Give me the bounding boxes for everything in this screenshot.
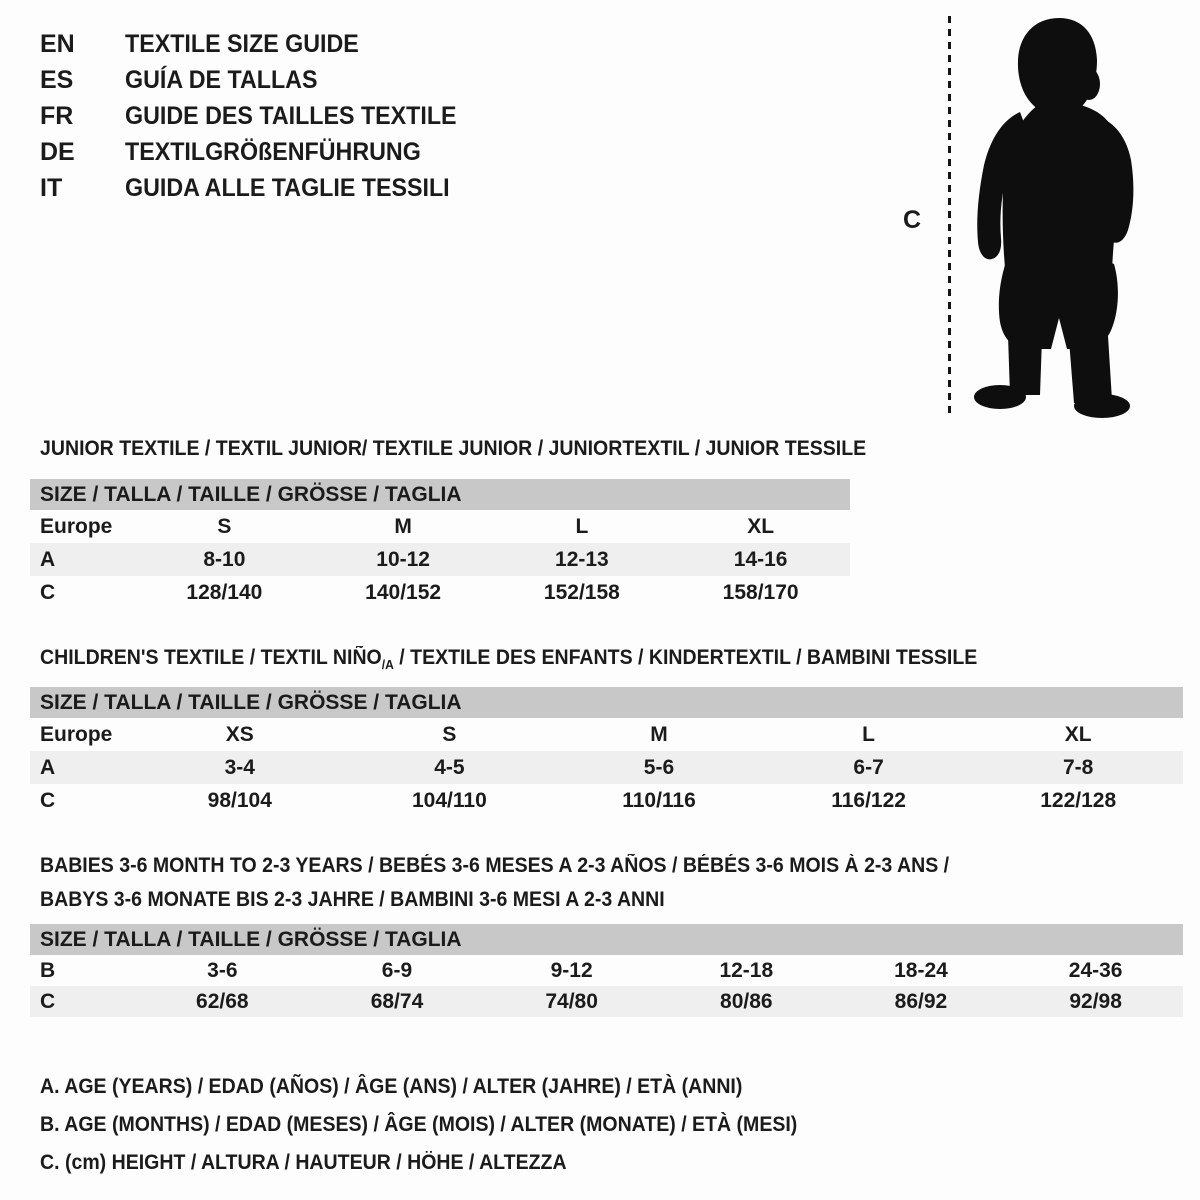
size-cell: 9-12 — [550, 958, 593, 982]
size-cell: L — [862, 722, 875, 746]
size-cell: 86/92 — [834, 986, 1009, 1017]
size-cell: M — [650, 722, 668, 746]
lang-row-it — [40, 170, 481, 206]
title-segment: CHILDREN'S TEXTILE / TEXTIL NIÑO — [40, 646, 382, 669]
size-cell: 6-9 — [381, 958, 413, 982]
title-segment: JUNIOR TEXTILE / TEXTIL JUNIOR/ TEXTILE JUNIOR / JUNIORTEXTIL / JUNIOR TESSILE — [40, 437, 867, 460]
table-row — [30, 751, 1183, 784]
lang-title: TEXTILGRÖßENFÜHRUNG — [124, 138, 421, 166]
lang-title: GUIDA ALLE TAGLIE TESSILI — [124, 174, 450, 202]
size-cell: 18-24 — [894, 958, 948, 982]
size-cell: 12-18 — [719, 958, 774, 982]
size-cell: 158/170 — [722, 580, 799, 604]
size-cell: 128/140 — [186, 580, 263, 604]
section-title-line — [40, 883, 1018, 917]
babies-size-table — [30, 924, 1183, 1017]
size-cell: 12-13 — [493, 543, 672, 576]
section-title — [40, 641, 1048, 682]
size-cell: 14-16 — [671, 543, 850, 576]
table-header-bar: SIZE / TALLA / TAILLE / GRÖSSE / TAGLIA — [30, 924, 1183, 955]
row-label: C — [40, 580, 56, 604]
size-cell: 3-4 — [135, 751, 345, 784]
section-title — [40, 432, 928, 466]
size-cell: 116/122 — [831, 788, 906, 812]
size-cell: 62/68 — [135, 986, 310, 1017]
table-row — [30, 510, 850, 543]
size-cell: S — [217, 514, 232, 538]
section-title-line — [40, 641, 1048, 682]
size-cell: 122/128 — [1040, 788, 1117, 812]
legend-line-b: B. AGE (MONTHS) / EDAD (MESES) / ÂGE (MOIS) / ALTER (MONATE) / ETÀ (MESI) — [40, 1113, 798, 1136]
table-header-bar: SIZE / TALLA / TAILLE / GRÖSSE / TAGLIA — [30, 687, 1183, 718]
section-title-line — [40, 849, 1018, 883]
table-row — [30, 576, 850, 609]
size-cell: L — [575, 514, 589, 538]
lang-code: IT — [40, 174, 63, 202]
table-header-bar: SIZE / TALLA / TAILLE / GRÖSSE / TAGLIA — [30, 479, 850, 510]
size-cell: XL — [747, 514, 775, 538]
table-row — [30, 986, 1183, 1017]
size-cell: 8-10 — [135, 543, 314, 576]
lang-code: FR — [40, 102, 74, 130]
childrens-size-table — [30, 687, 1183, 817]
size-cell: 80/86 — [659, 986, 834, 1017]
size-cell: 110/116 — [622, 788, 696, 812]
size-cell: M — [394, 514, 412, 538]
lang-row-es — [40, 62, 481, 98]
toddler-silhouette-icon — [962, 10, 1147, 418]
row-label: Europe — [40, 514, 113, 538]
table-row — [30, 543, 850, 576]
height-measure-label: C — [903, 206, 922, 234]
table-row — [30, 955, 1183, 986]
lang-title: GUÍA DE TALLAS — [124, 66, 318, 94]
legend-line-a: A. AGE (YEARS) / EDAD (AÑOS) / ÂGE (ANS) / ALTER (JAHRE) / ETÀ (ANNI) — [40, 1075, 743, 1098]
size-cell: 10-12 — [314, 543, 493, 576]
table-row — [30, 784, 1183, 817]
lang-title: TEXTILE SIZE GUIDE — [124, 30, 359, 58]
junior-size-table — [30, 479, 850, 609]
section-title — [40, 849, 1018, 917]
legend-line-c: C. (cm) HEIGHT / ALTURA / HAUTEUR / HÖHE / ALTEZZA — [40, 1151, 567, 1174]
size-cell: 104/110 — [412, 788, 487, 812]
size-cell: 4-5 — [345, 751, 555, 784]
row-label: Europe — [40, 722, 113, 746]
size-cell: S — [442, 722, 457, 746]
lang-code: EN — [40, 30, 75, 58]
lang-row-fr — [40, 98, 481, 134]
size-cell: 24-36 — [1068, 958, 1123, 982]
language-header — [40, 26, 481, 206]
title-segment: BABYS 3-6 MONATE BIS 2-3 JAHRE / BAMBINI 3-6 MESI A 2-3 ANNI — [40, 888, 665, 911]
lang-code: DE — [40, 138, 75, 166]
size-cell: 140/152 — [365, 580, 442, 604]
row-label: A — [30, 751, 135, 784]
size-cell: 3-6 — [207, 958, 238, 982]
row-label: C — [40, 788, 56, 812]
size-cell: 68/74 — [310, 986, 485, 1017]
row-label: B — [40, 958, 56, 982]
table-row — [30, 718, 1183, 751]
size-cell: 74/80 — [484, 986, 659, 1017]
size-cell: 98/104 — [207, 788, 272, 812]
height-measure-dashed-line — [948, 16, 951, 414]
size-cell: 92/98 — [1008, 986, 1183, 1017]
legend — [40, 1068, 854, 1182]
size-cell: XS — [225, 722, 254, 746]
size-cell: XL — [1064, 722, 1092, 746]
title-segment: / TEXTILE DES ENFANTS / KINDERTEXTIL / BAMBINI TESSILE — [393, 646, 978, 669]
title-segment: /A — [381, 657, 394, 673]
size-cell: 7-8 — [973, 751, 1183, 784]
size-cell: 5-6 — [554, 751, 764, 784]
lang-title: GUIDE DES TAILLES TEXTILE — [124, 102, 457, 130]
section-title-line — [40, 432, 928, 466]
title-segment: BABIES 3-6 MONTH TO 2-3 YEARS / BEBÉS 3-6 MESES A 2-3 AÑOS / BÉBÉS 3-6 MOIS À 2-3 ANS / — [40, 854, 950, 877]
lang-row-de — [40, 134, 481, 170]
row-label: A — [30, 543, 135, 576]
row-label: C — [30, 986, 135, 1017]
lang-code: ES — [40, 66, 74, 94]
lang-row-en — [40, 26, 481, 62]
size-cell: 6-7 — [764, 751, 974, 784]
size-cell: 152/158 — [543, 580, 620, 604]
